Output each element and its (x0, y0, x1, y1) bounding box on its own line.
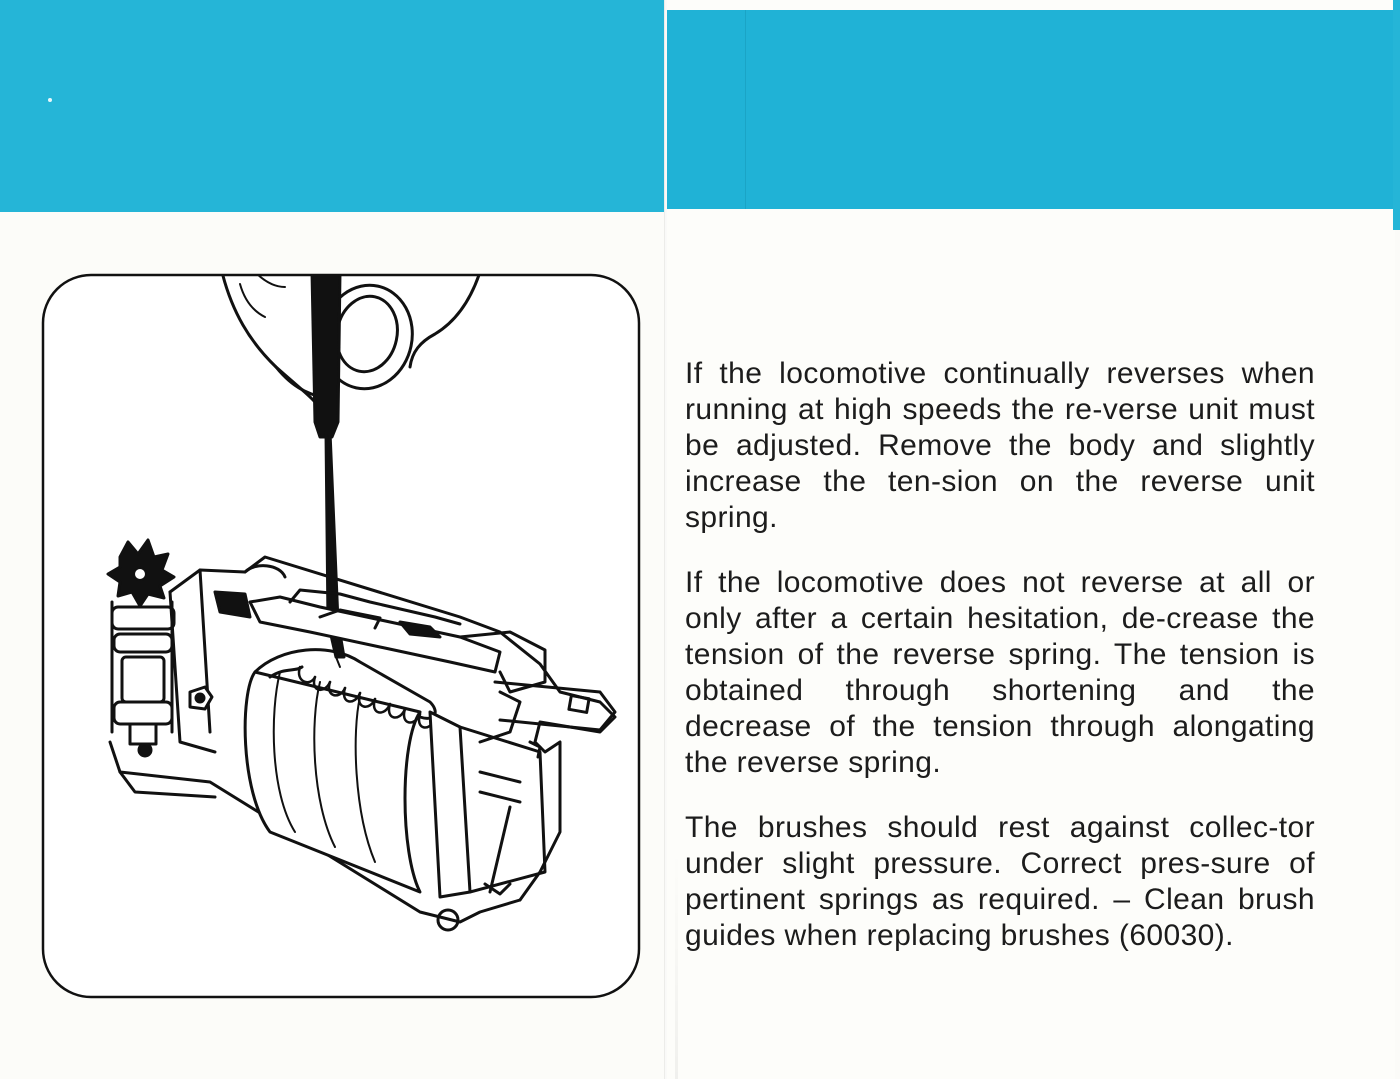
band-fold-line (745, 10, 746, 209)
band-edge (1393, 0, 1400, 230)
paragraph-reverse-spring: If the locomotive does not reverse at all or only after a certain hesitation, de-crease the tension of the reverse spring. The tension is obtained through shortening and the decrease of the tension through alongating the reverse spring. (685, 566, 1315, 779)
right-header-band (667, 10, 1393, 209)
paragraph-reverse-adjust: If the locomotive continually reverses when running at high speeds the re-verse unit must be adjusted. Remove the body and slightly increase the ten-sion on the reverse unit spring. (685, 357, 1315, 534)
reverse-unit-illustration (40, 272, 642, 1000)
left-header-band (0, 0, 665, 212)
left-page (0, 0, 667, 1079)
paper-scuff (675, 850, 678, 1079)
print-speck (48, 98, 52, 102)
instruction-text (685, 356, 1315, 983)
paragraph-brushes: The brushes should rest against collec-tor under slight pressure. Correct pres-sure of pertinent springs as required. – Clean brush guides when replacing brushes (60030). (685, 811, 1315, 952)
